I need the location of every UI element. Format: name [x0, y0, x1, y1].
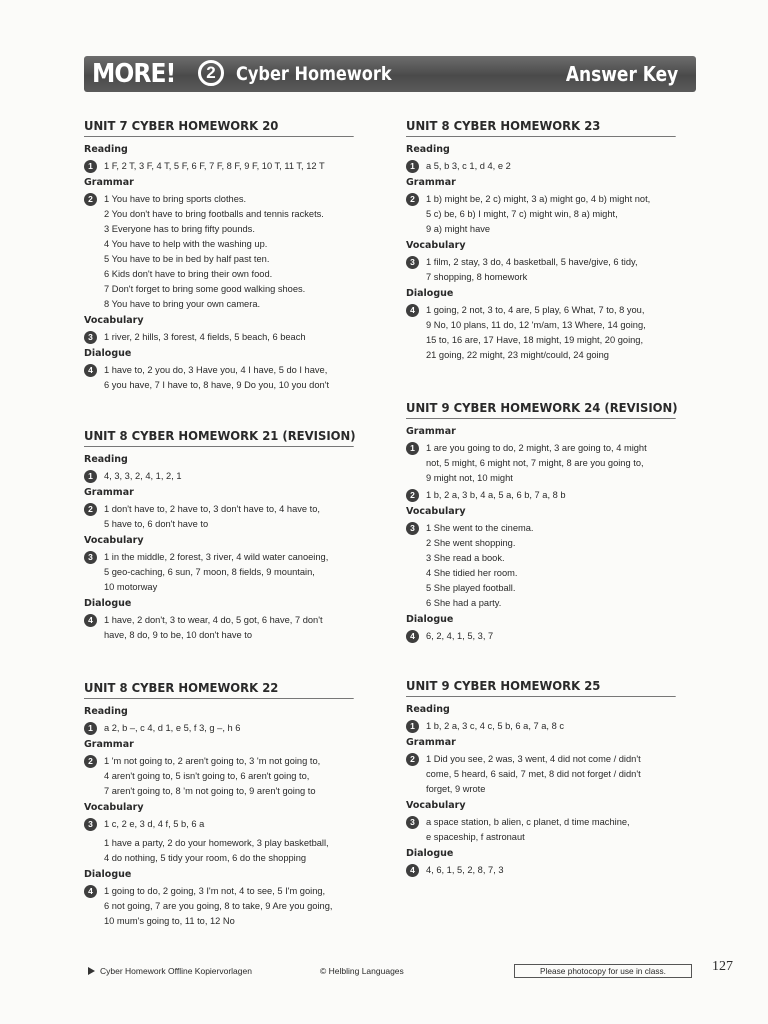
arrow-right-icon: [88, 967, 95, 975]
reading-label: Reading: [406, 704, 450, 715]
exercise-2: [406, 752, 696, 797]
unit-8-homework-21: [84, 428, 374, 645]
exercise-3: [406, 815, 696, 845]
answer-line: 1 film, 2 stay, 3 do, 4 basketball, 5 have/give, 6 tidy,: [426, 257, 638, 267]
exercise-2: [406, 192, 696, 237]
section-title: UNIT 9 CYBER HOMEWORK 24 (REVISION): [406, 400, 676, 419]
header-banner: [84, 56, 696, 92]
unit-8-homework-22: [84, 680, 374, 931]
answer-line: 1 b, 2 a, 3 c, 4 c, 5 b, 6 a, 7 a, 8 c: [426, 721, 564, 731]
section-title: UNIT 7 CYBER HOMEWORK 20: [84, 118, 354, 137]
exercise-number: 1: [406, 442, 419, 455]
exercise-4: [84, 613, 374, 643]
answer-line: 4 aren't going to, 5 isn't going to, 6 aren't going to,: [104, 771, 310, 781]
exercise-1: [84, 469, 374, 484]
answer-line: a space station, b alien, c planet, d time machine,: [426, 817, 630, 827]
exercise-2: [406, 488, 696, 503]
answer-line: 6 She had a party.: [426, 598, 502, 608]
vocabulary-label: Vocabulary: [406, 240, 466, 251]
exercise-number: 2: [84, 755, 97, 768]
answer-line: 1 F, 2 T, 3 F, 4 T, 5 F, 6 F, 7 F, 8 F, 9 F, 10 T, 11 T, 12 T: [104, 161, 325, 171]
answer-line: 1 Did you see, 2 was, 3 went, 4 did not come / didn't: [426, 754, 641, 764]
answer-line: a 5, b 3, c 1, d 4, e 2: [426, 161, 511, 171]
answer-line: 1 You have to bring sports clothes.: [104, 194, 247, 204]
dialogue-label: Dialogue: [84, 598, 132, 609]
answer-line: not, 5 might, 6 might not, 7 might, 8 are you going to,: [426, 458, 644, 468]
exercise-number: 2: [406, 193, 419, 206]
dialogue-label: Dialogue: [84, 348, 132, 359]
grammar-label: Grammar: [406, 177, 456, 188]
exercise-number: 4: [406, 864, 419, 877]
exercise-number: 4: [406, 304, 419, 317]
section-title: UNIT 8 CYBER HOMEWORK 21 (REVISION): [84, 428, 354, 447]
exercise-1: [406, 441, 696, 486]
answer-line: 7 Don't forget to bring some good walking shoes.: [104, 284, 306, 294]
answer-line: 1 'm not going to, 2 aren't going to, 3 'm not going to,: [104, 756, 321, 766]
banner-title: Cyber Homework: [236, 63, 392, 85]
vocabulary-label: Vocabulary: [84, 315, 144, 326]
answer-line: 1 are you going to do, 2 might, 3 are going to, 4 might: [426, 443, 647, 453]
answer-line: 3 She read a book.: [426, 553, 505, 563]
answer-line: 3 Everyone has to bring fifty pounds.: [104, 224, 255, 234]
exercise-1: [406, 159, 696, 174]
page-number: 127: [712, 959, 733, 974]
exercise-number: 4: [84, 614, 97, 627]
answer-line: 1 have a party, 2 do your homework, 3 play basketball,: [104, 838, 329, 848]
answer-line: 4 do nothing, 5 tidy your room, 6 do the shopping: [104, 853, 307, 863]
footer-source: Cyber Homework Offline Kopiervorlagen: [100, 966, 252, 976]
answer-line: 6 Kids don't have to bring their own food.: [104, 269, 273, 279]
answer-line: 8 You have to bring your own camera.: [104, 299, 261, 309]
answer-line: forget, 9 wrote: [426, 784, 486, 794]
answer-line: 4, 3, 3, 2, 4, 1, 2, 1: [104, 471, 182, 481]
answer-line: 5 c) be, 6 b) I might, 7 c) might win, 8 a) might,: [426, 209, 618, 219]
page-footer: [88, 959, 738, 981]
answer-line: come, 5 heard, 6 said, 7 met, 8 did not forget / didn't: [426, 769, 641, 779]
answer-line: 1 river, 2 hills, 3 forest, 4 fields, 5 beach, 6 beach: [104, 332, 306, 342]
answer-line: have, 8 do, 9 to be, 10 don't have to: [104, 630, 253, 640]
answer-line: 1 don't have to, 2 have to, 3 don't have to, 4 have to,: [104, 504, 320, 514]
reading-label: Reading: [84, 706, 128, 717]
exercise-number: 1: [406, 720, 419, 733]
reading-label: Reading: [84, 454, 128, 465]
exercise-3: [406, 255, 696, 285]
brand-logo: MORE!: [92, 59, 176, 89]
answer-line: 6 you have, 7 I have to, 8 have, 9 Do you, 10 you don't: [104, 380, 330, 390]
answer-line: 4 You have to help with the washing up.: [104, 239, 268, 249]
answer-line: 5 geo-caching, 6 sun, 7 moon, 8 fields, 9 mountain,: [104, 567, 315, 577]
answer-line: 10 motorway: [104, 582, 158, 592]
answer-line: 1 c, 2 e, 3 d, 4 f, 5 b, 6 a: [104, 819, 205, 829]
unit-8-homework-23: [406, 118, 696, 365]
exercise-number: 4: [84, 364, 97, 377]
dialogue-label: Dialogue: [406, 848, 454, 859]
answer-line: 15 to, 16 are, 17 Have, 18 might, 19 might, 20 going,: [426, 335, 644, 345]
dialogue-label: Dialogue: [406, 614, 454, 625]
answer-line: 9 a) might have: [426, 224, 491, 234]
vocabulary-label: Vocabulary: [406, 506, 466, 517]
exercise-number: 1: [84, 470, 97, 483]
exercise-number: 4: [406, 630, 419, 643]
exercise-1: [84, 159, 374, 174]
exercise-number: 3: [84, 551, 97, 564]
vocabulary-label: Vocabulary: [406, 800, 466, 811]
reading-label: Reading: [84, 144, 128, 155]
exercise-number: 2: [84, 193, 97, 206]
vocabulary-label: Vocabulary: [84, 535, 144, 546]
exercise-2: [84, 754, 374, 799]
unit-7-homework-20: [84, 118, 374, 395]
exercise-number: 1: [406, 160, 419, 173]
level-number: 2: [198, 60, 224, 86]
answer-line: 1 b) might be, 2 c) might, 3 a) might go, 4 b) might not,: [426, 194, 651, 204]
answer-line: 1 b, 2 a, 3 b, 4 a, 5 a, 6 b, 7 a, 8 b: [426, 490, 566, 500]
exercise-3: [84, 817, 374, 866]
dialogue-label: Dialogue: [406, 288, 454, 299]
answer-line: 7 shopping, 8 homework: [426, 272, 528, 282]
exercise-4: [406, 629, 696, 644]
exercise-number: 1: [84, 160, 97, 173]
exercise-number: 2: [406, 489, 419, 502]
exercise-number: 3: [406, 816, 419, 829]
grammar-label: Grammar: [84, 177, 134, 188]
grammar-label: Grammar: [406, 737, 456, 748]
answer-line: 2 You don't have to bring footballs and tennis rackets.: [104, 209, 324, 219]
exercise-number: 3: [406, 522, 419, 535]
answer-line: e spaceship, f astronaut: [426, 832, 525, 842]
answer-line: 7 aren't going to, 8 'm not going to, 9 aren't going to: [104, 786, 316, 796]
exercise-2: [84, 502, 374, 532]
reading-label: Reading: [406, 144, 450, 155]
answer-key-label: Answer Key: [565, 62, 678, 86]
exercise-number: 3: [84, 818, 97, 831]
section-title: UNIT 8 CYBER HOMEWORK 23: [406, 118, 676, 137]
answer-line: 6, 2, 4, 1, 5, 3, 7: [426, 631, 494, 641]
exercise-3: [84, 330, 374, 345]
exercise-1: [84, 721, 374, 736]
exercise-1: [406, 719, 696, 734]
photocopy-notice: Please photocopy for use in class.: [514, 964, 692, 978]
grammar-label: Grammar: [406, 426, 456, 437]
answer-line: 5 have to, 6 don't have to: [104, 519, 209, 529]
answer-line: 2 She went shopping.: [426, 538, 516, 548]
exercise-4: [84, 363, 374, 393]
answer-line: 21 going, 22 might, 23 might/could, 24 going: [426, 350, 609, 360]
answer-line: 6 not going, 7 are you going, 8 to take, 9 Are you going,: [104, 901, 333, 911]
unit-9-homework-25: [406, 678, 696, 880]
exercise-number: 2: [406, 753, 419, 766]
unit-9-homework-24: [406, 400, 696, 646]
answer-line: a 2, b –, c 4, d 1, e 5, f 3, g –, h 6: [104, 723, 241, 733]
exercise-4: [406, 863, 696, 878]
answer-line: 9 No, 10 plans, 11 do, 12 'm/am, 13 Where, 14 going,: [426, 320, 646, 330]
footer-publisher: © Helbling Languages: [320, 966, 404, 976]
answer-line: 5 She played football.: [426, 583, 516, 593]
answer-line: 1 She went to the cinema.: [426, 523, 534, 533]
answer-line: 5 You have to be in bed by half past ten.: [104, 254, 270, 264]
exercise-3: [406, 521, 696, 611]
section-title: UNIT 8 CYBER HOMEWORK 22: [84, 680, 354, 699]
dialogue-label: Dialogue: [84, 869, 132, 880]
answer-line: 4 She tidied her room.: [426, 568, 518, 578]
exercise-2: [84, 192, 374, 312]
section-title: UNIT 9 CYBER HOMEWORK 25: [406, 678, 676, 697]
grammar-label: Grammar: [84, 487, 134, 498]
exercise-4: [406, 303, 696, 363]
exercise-number: 3: [406, 256, 419, 269]
exercise-number: 1: [84, 722, 97, 735]
exercise-3: [84, 550, 374, 595]
answer-line: 10 mum's going to, 11 to, 12 No: [104, 916, 235, 926]
exercise-4: [84, 884, 374, 929]
answer-line: 9 might not, 10 might: [426, 473, 513, 483]
answer-line: 1 going, 2 not, 3 to, 4 are, 5 play, 6 What, 7 to, 8 you,: [426, 305, 645, 315]
answer-line: 1 have to, 2 you do, 3 Have you, 4 I have, 5 do I have,: [104, 365, 328, 375]
answer-line: 1 have, 2 don't, 3 to wear, 4 do, 5 got, 6 have, 7 don't: [104, 615, 323, 625]
exercise-number: 2: [84, 503, 97, 516]
grammar-label: Grammar: [84, 739, 134, 750]
exercise-number: 3: [84, 331, 97, 344]
exercise-number: 4: [84, 885, 97, 898]
vocabulary-label: Vocabulary: [84, 802, 144, 813]
answer-line: 1 in the middle, 2 forest, 3 river, 4 wild water canoeing,: [104, 552, 329, 562]
answer-line: 4, 6, 1, 5, 2, 8, 7, 3: [426, 865, 504, 875]
answer-line: 1 going to do, 2 going, 3 I'm not, 4 to see, 5 I'm going,: [104, 886, 326, 896]
